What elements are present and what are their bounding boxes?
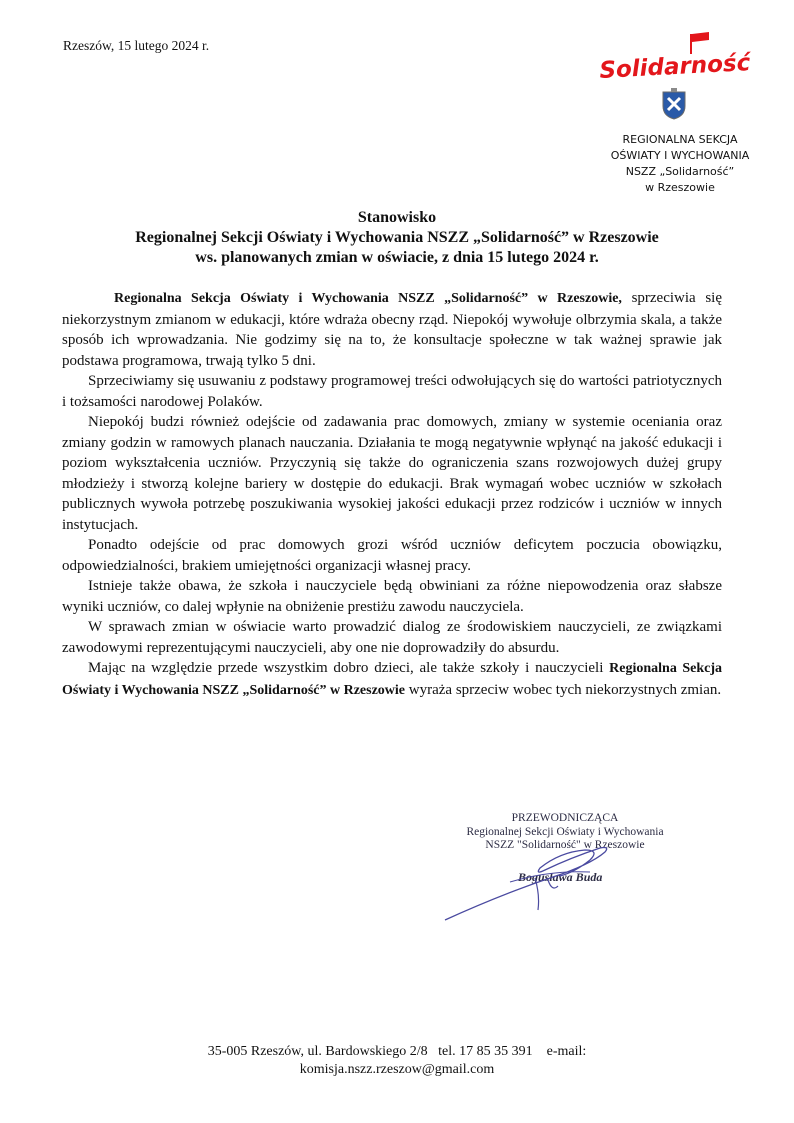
rzeszow-crest-icon [660,88,688,120]
paragraph-7: Mając na względzie przede wszystkim dobro dzieci, ale także szkoły i nauczycieli Regionalna Sekcja Oświaty i Wychowania NSZZ „Solidarność” w Rzeszowie wyraża sprzeciw wobec tych niekorzystnych zmian. [62,660,723,698]
stamp-line-2: Regionalnej Sekcji Oświaty i Wychowania [466,825,664,838]
paragraph-3: Niepokój budzi również odejście od zadawania prac domowych, zmiany w systemie oceniania oraz zmiany godzin w ramowych planach nauczania. Działania te mogą negatywnie wpłynąć na jakość edukacji i poziom wykształcenia uczniów. Przyczynią się także do ograniczenia szans rozwojowych dużej grupy młodzieży i stworzą kolejne bariery w dostępie do edukacji. Brak wymagań wobec uczniów w szkołach publicznych wywoła potrzebę poszukiwania wysokiej jakości edukacji przez rodziców i uczniów w innych instytucjach. [62,414,722,533]
solidarnosc-logo [598,30,751,86]
paragraph-5: Istnieje także obawa, że szkoła i nauczyciele będą obwiniani za różne niepowodzenia oraz słabsze wyniki uczniów, co dalej wpłynie na obniżenie prestiżu zawodu nauczyciela. [62,578,722,615]
paragraph-2: Sprzeciwiamy się usuwaniu z podstawy programowej treści odwołujących się do wartości patriotycznych i tożsamości narodowej Polaków. [62,373,722,410]
stamp-line-3: NSZZ "Solidarność" w Rzeszowie [485,839,645,851]
org-name-bold: Regionalna Sekcja Oświaty i Wychowania NSZZ „Solidarność” w Rzeszowie, [114,291,622,306]
logo-wordmark: Solidarność [598,50,751,84]
org-line: NSZZ „Solidarność” [625,165,735,178]
footer-contact [0,1043,794,1079]
org-line: w Rzeszowie [645,181,715,194]
org-line: OŚWIATY I WYCHOWANIA [610,149,750,162]
paragraph-4: Ponadto odejście od prac domowych grozi wśród uczniów deficytem poczucia obowiązku, odpowiedzialności, brakiem umiejętności organizacji własnej pracy. [62,537,722,574]
footer-address: 35-005 Rzeszów, ul. Bardowskiego 2/8 tel. 17 85 35 391 e-mail: [207,1044,587,1059]
footer-email: komisja.nszz.rzeszow@gmail.com [299,1062,495,1077]
date-line: Rzeszów, 15 lutego 2024 r. [63,38,210,53]
handwritten-signature [440,840,640,925]
paragraph-1: Regionalna Sekcja Oświaty i Wychowania NSZZ „Solidarność” w Rzeszowie, sprzeciwia się niekorzystnym zmianom w edukacji, które wdraża obecny rząd. Niepokój wywołuje olbrzymia skala, a także sposób ich wprowadzania. Nie godzimy się na to, że konsultacje społeczne w tak ważnej sprawie jak podstawa programowa, trwają tylko 5 dni. [62,290,722,369]
signatory-name: Bogusława Buda [518,870,603,884]
title-line-2: Regionalnej Sekcji Oświaty i Wychowania NSZZ „Solidarność” w Rzeszowie [135,229,659,246]
paragraph-6: W sprawach zmian w oświacie warto prowadzić dialog ze środowiskiem nauczycieli, ze związkami zawodowymi reprezentującymi nauczycieli, aby one nie doprowadziły do absurdu. [62,619,722,656]
org-line: REGIONALNA SEKCJA [622,133,738,146]
organization-name [580,132,780,196]
document-title [0,208,794,268]
title-line-1: Stanowisko [357,209,437,226]
org-name-bold: Regionalna Sekcja Oświaty i Wychowania NSZZ „Solidarność” w Rzeszowie [62,661,723,698]
title-line-3: ws. planowanych zmian w oświacie, z dnia 15 lutego 2024 r. [195,249,599,266]
stamp-line-1: PRZEWODNICZĄCA [511,812,619,824]
document-body [62,288,722,701]
